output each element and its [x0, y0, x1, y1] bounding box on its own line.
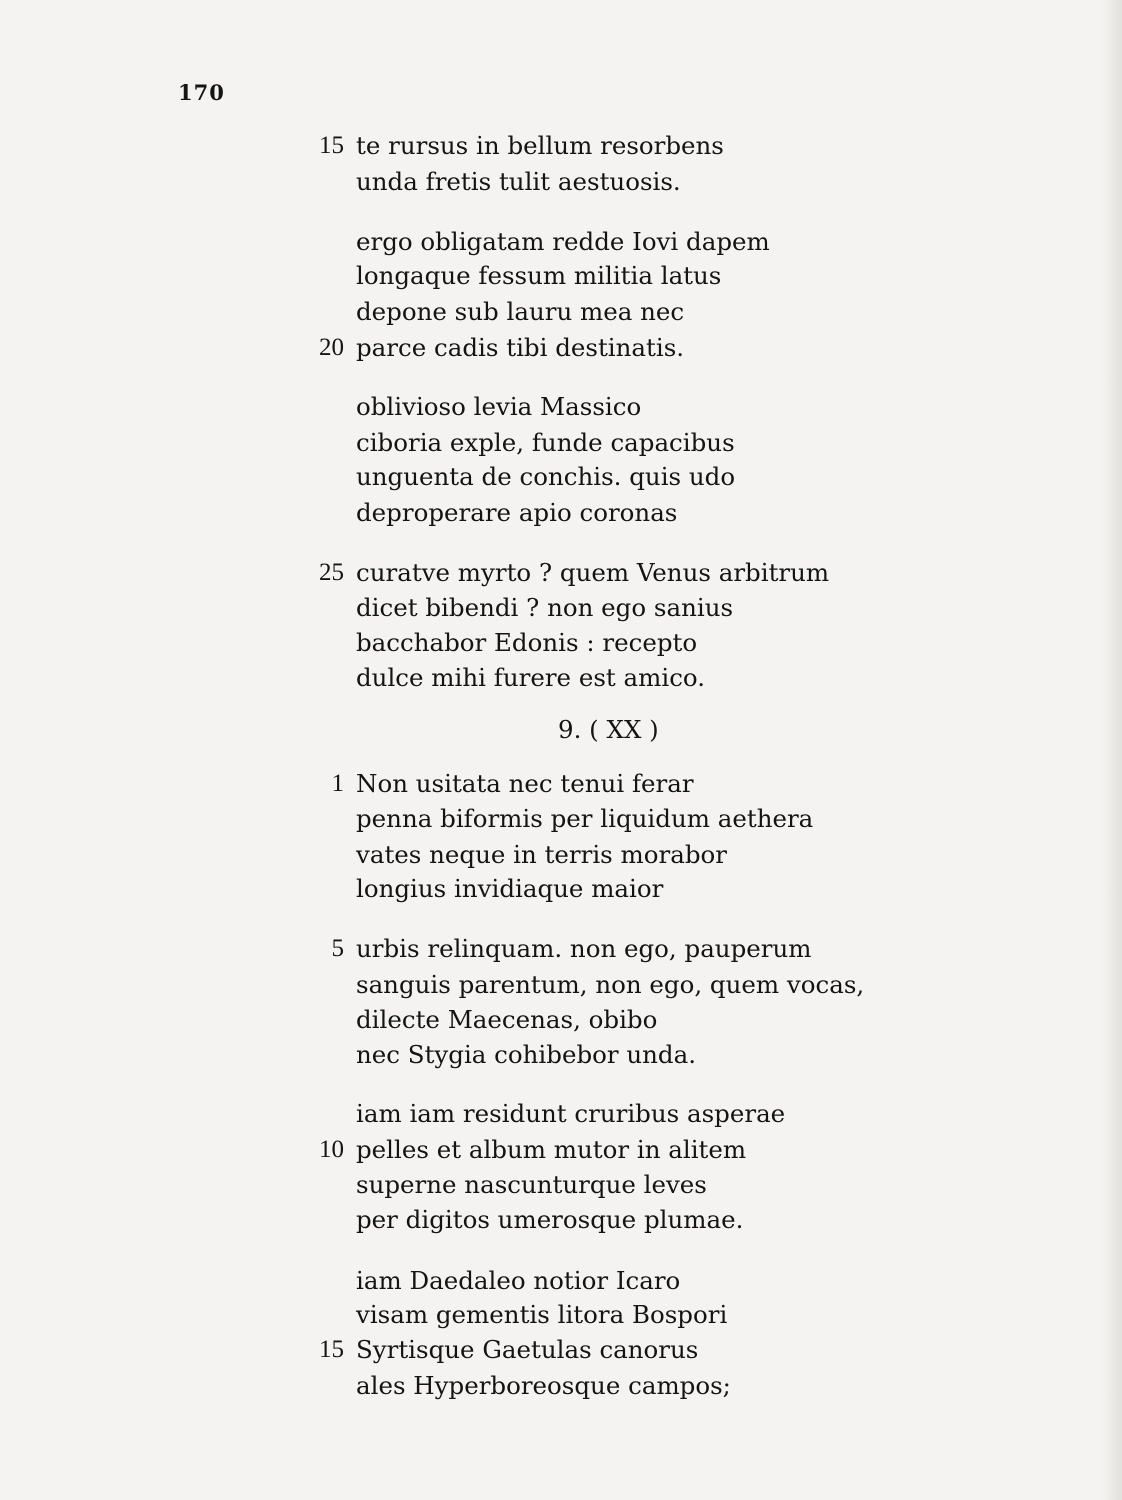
verse-line: [0, 1369, 1122, 1403]
verse-text: dilecte Maecenas, obibo: [356, 1005, 658, 1034]
verse-text: parce cadis tibi destinatis.: [356, 333, 685, 362]
ode-heading-text: 9. ( XX ): [558, 715, 659, 744]
verse-line: [0, 872, 1122, 906]
page-number: 170: [178, 80, 225, 105]
verse-text: curatve myrto ? quem Venus arbitrum: [356, 558, 830, 587]
verse-line: [0, 968, 1122, 1002]
verse-line: [0, 295, 1122, 329]
line-number: 15: [319, 1336, 344, 1363]
verse-line: [0, 426, 1122, 460]
verse-text: vates neque in terris morabor: [356, 840, 727, 869]
verse-text: bacchabor Edonis : recepto: [356, 628, 698, 657]
verse-text: penna biformis per liquidum aethera: [356, 804, 814, 833]
verse-line: [0, 1333, 1122, 1367]
verse-line: [0, 1264, 1122, 1298]
verse-text: dicet bibendi ? non ego sanius: [356, 593, 734, 622]
verse-text: ales Hyperboreosque campos;: [356, 1371, 731, 1400]
verse-text: unguenta de conchis. quis udo: [356, 462, 736, 491]
verse-text: longaque fessum militia latus: [356, 261, 722, 290]
verse-line: [0, 1003, 1122, 1037]
verse-line: [0, 129, 1122, 163]
verse-text: deproperare apio coronas: [356, 498, 678, 527]
verse-text: dulce mihi furere est amico.: [356, 663, 706, 692]
verse-text: ergo obligatam redde Iovi dapem: [356, 227, 770, 256]
verse-line: [0, 838, 1122, 872]
verse-line: [0, 932, 1122, 966]
verse-line: [0, 225, 1122, 259]
verse-line: [0, 331, 1122, 365]
verse-text: iam iam residunt cruribus asperae: [356, 1099, 786, 1128]
verse-text: visam gementis litora Bospori: [356, 1300, 728, 1329]
verse-line: [0, 460, 1122, 494]
verse-line: [0, 259, 1122, 293]
verse-text: Syrtisque Gaetulas canorus: [356, 1335, 699, 1364]
verse-line: [0, 1203, 1122, 1237]
verse-text: pelles et album mutor in alitem: [356, 1135, 747, 1164]
verse-line: [0, 1097, 1122, 1131]
verse-text: nec Stygia cohibebor unda.: [356, 1040, 697, 1069]
line-number: 20: [319, 334, 344, 361]
verse-text: depone sub lauru mea nec: [356, 297, 685, 326]
verse-text: sanguis parentum, non ego, quem vocas,: [356, 970, 865, 999]
verse-line: [0, 626, 1122, 660]
verse-line: [0, 661, 1122, 695]
verse-line: [0, 1038, 1122, 1072]
verse-line: [0, 1298, 1122, 1332]
verse-text: longius invidiaque maior: [356, 874, 664, 903]
verse-text: te rursus in bellum resorbens: [356, 131, 724, 160]
verse-text: unda fretis tulit aestuosis.: [356, 167, 681, 196]
verse-line: [0, 165, 1122, 199]
verse-text: oblivioso levia Massico: [356, 392, 642, 421]
page-edge-shadow: [1102, 0, 1122, 1500]
line-number: 25: [319, 559, 344, 586]
line-number: 10: [319, 1136, 344, 1163]
verse-text: urbis relinquam. non ego, pauperum: [356, 934, 812, 963]
verse-text: ciboria exple, funde capacibus: [356, 428, 735, 457]
verse-text: Non usitata nec tenui ferar: [356, 769, 694, 798]
verse-text: per digitos umerosque plumae.: [356, 1205, 744, 1234]
verse-text: superne nascunturque leves: [356, 1170, 707, 1199]
line-number: 5: [331, 935, 344, 962]
verse-line: [0, 1133, 1122, 1167]
verse-line: [0, 802, 1122, 836]
verse-text: iam Daedaleo notior Icaro: [356, 1266, 681, 1295]
verse-line: [0, 390, 1122, 424]
verse-line: [0, 496, 1122, 530]
line-number: 15: [319, 132, 344, 159]
verse-line: [0, 767, 1122, 801]
line-number: 1: [331, 770, 344, 797]
verse-line: [0, 591, 1122, 625]
verse-line: [0, 556, 1122, 590]
verse-line: [0, 1168, 1122, 1202]
